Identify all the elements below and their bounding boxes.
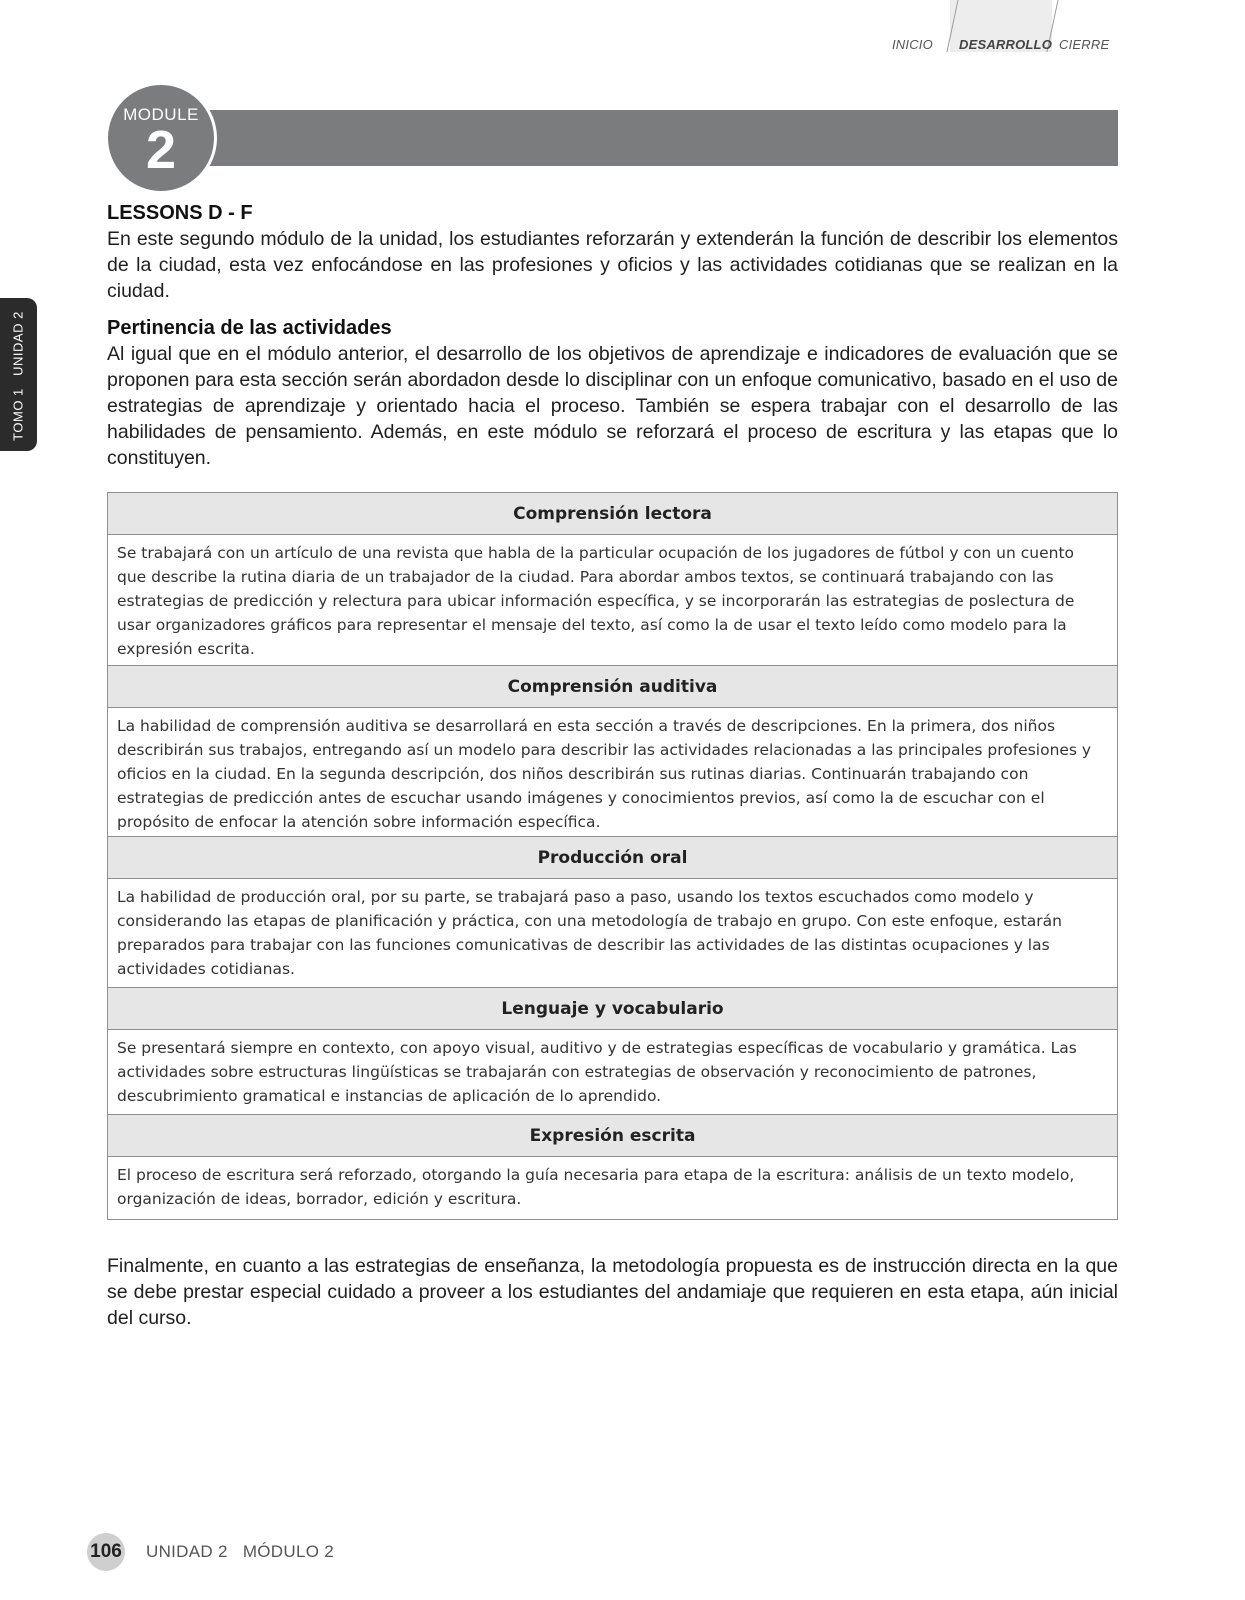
pertinencia-text: Al igual que en el módulo anterior, el desarrollo de los objetivos de aprendizaje e indicadores de evaluación que se proponen para esta sección serán abordadon desde lo disciplinar con un enfoque comunicativo, basado en el uso de estrategias de aprendizaje y orientado hacia el proceso. También se espera trabajar con el desarrollo de las habilidades de pensamiento. Además, en este módulo se reforzará el proceso de escritura y las etapas que lo constituyen. bbox=[107, 343, 1118, 469]
skill-text-comprension-auditiva: La habilidad de comprensión auditiva se desarrollará en esta sección a través de descripciones. En la primera, dos niños describirán sus trabajos, entregando así un modelo para describir las actividades relacionadas a las principales profesiones y oficios en la ciudad. En la segunda descripción, dos niños describirán sus rutinas diarias. Continuarán trabajando con estrategias de predicción antes de escuchar usando imágenes y conocimientos previos, así como la de escuchar con el propósito de enfocar la atención sobre información específica. bbox=[108, 708, 1117, 837]
module-badge bbox=[105, 82, 217, 194]
skill-header-expresion-escrita: Expresión escrita bbox=[108, 1115, 1117, 1157]
skill-text-lenguaje-vocabulario: Se presentará siempre en contexto, con apoyo visual, auditivo y de estrategias específicas de vocabulario y gramática. Las actividades sobre estructuras lingüísticas se trabajarán con estrategias de observación y reconocimiento de patrones, descubrimiento gramatical e instancias de aplicación de lo aprendido. bbox=[108, 1030, 1117, 1115]
pertinencia-section bbox=[107, 316, 1118, 471]
side-tab-label: TOMO 1 UNIDAD 2 bbox=[10, 311, 26, 441]
lessons-title: LESSONS D - F bbox=[107, 202, 253, 224]
section-nav bbox=[880, 0, 1120, 58]
page-number-badge bbox=[87, 1533, 125, 1571]
skill-text-produccion-oral: La habilidad de producción oral, por su parte, se trabajará paso a paso, usando los textos escuchados como modelo y considerando las etapas de planificación y práctica, con una metodología de trabajo en grupo. Con este enfoque, estarán preparados para trabajar con las funciones comunicativas de describir las actividades de las distintas ocupaciones y las actividades cotidianas. bbox=[108, 879, 1117, 988]
module-header-bar bbox=[200, 110, 1118, 166]
closing-section bbox=[107, 1253, 1118, 1331]
module-number: 2 bbox=[145, 120, 177, 180]
skill-header-comprension-lectora: Comprensión lectora bbox=[108, 493, 1117, 535]
footer-label: UNIDAD 2 MÓDULO 2 bbox=[146, 1542, 335, 1561]
nav-inicio: INICIO bbox=[892, 37, 933, 52]
skills-table bbox=[107, 492, 1118, 1220]
module-label: MODULE bbox=[123, 105, 199, 124]
skill-text-comprension-lectora: Se trabajará con un artículo de una revista que habla de la particular ocupación de los jugadores de fútbol y con un cuento que describe la rutina diaria de un trabajador de la ciudad. Para abordar ambos textos, se continuará trabajando con las estrategias de predicción y relectura para ubicar información específica, y se incorporarán las estrategias de poslectura de usar organizadores gráficos para representar el mensaje del texto, así como la de usar el texto leído como modelo para la expresión escrita. bbox=[108, 535, 1117, 666]
page-number: 106 bbox=[90, 1541, 122, 1562]
skill-text-expresion-escrita: El proceso de escritura será reforzado, otorgando la guía necesaria para etapa de la escritura: análisis de un texto modelo, organización de ideas, borrador, edición y escritura. bbox=[117, 1166, 1075, 1208]
skill-header-produccion-oral: Producción oral bbox=[108, 837, 1117, 879]
skill-header-comprension-auditiva: Comprensión auditiva bbox=[108, 666, 1117, 708]
nav-cierre: CIERRE bbox=[1059, 37, 1110, 52]
lessons-text: En este segundo módulo de la unidad, los estudiantes reforzarán y extenderán la función de describir los elementos de la ciudad, esta vez enfocándose en las profesiones y oficios y las actividades cotidianas que se realizan en la ciudad. bbox=[107, 228, 1118, 302]
skill-header-lenguaje-vocabulario: Lenguaje y vocabulario bbox=[108, 988, 1117, 1030]
lessons-section bbox=[107, 201, 1118, 304]
pertinencia-title: Pertinencia de las actividades bbox=[107, 317, 392, 339]
nav-desarrollo: DESARROLLO bbox=[959, 37, 1052, 52]
closing-text: Finalmente, en cuanto a las estrategias de enseñanza, la metodología propuesta es de instrucción directa en la que se debe prestar especial cuidado a proveer a los estudiantes del andamiaje que requieren en esta etapa, aún inicial del curso. bbox=[107, 1255, 1118, 1329]
